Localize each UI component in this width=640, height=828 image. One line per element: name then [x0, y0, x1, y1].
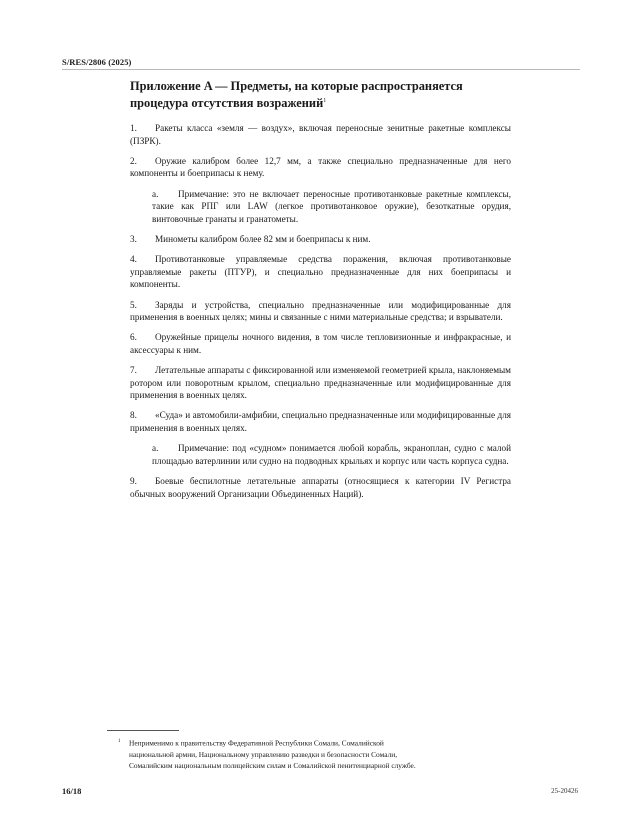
item-number: 5. [130, 299, 137, 310]
list-item [130, 233, 511, 246]
list-item [130, 299, 511, 324]
annex-body [130, 122, 511, 508]
footnote-line-2: национальной армии, Национальному управлению разведки и безопасности Сомали, [129, 749, 398, 759]
list-item [130, 331, 511, 356]
item-text: Оружие калибром более 12,7 мм, а также специально предназначенные для него компоненты и боеприпасы к нему. [130, 155, 511, 179]
item-number: 9. [130, 476, 137, 486]
item-number: 2. [130, 155, 137, 166]
item-number: 6. [130, 332, 137, 343]
list-note [152, 442, 511, 467]
footnote-divider [107, 730, 179, 731]
page-number: 16/18 [62, 786, 82, 796]
footnote-mark: 1 [118, 739, 121, 744]
document-code: 25-20426 [551, 787, 578, 795]
item-text: Ракеты класса «земля — воздух», включая переносные зенитные ракетные комплексы (ПЗРК). [130, 123, 511, 146]
item-number: 7. [130, 365, 137, 376]
annex-title-text: Приложение A — Предметы, на которые распространяется процедура отсутствия возражений [130, 79, 463, 111]
item-text: Заряды и устройства, специально предназначенные или модифицированные для применения в военных целях; мины и связанные с ними материальные средства; и взрыватели. [130, 299, 511, 323]
item-number: 3. [130, 233, 137, 244]
note-letter: a. [152, 443, 159, 454]
header-divider [62, 69, 580, 70]
list-item [130, 409, 511, 434]
list-item [130, 122, 511, 147]
list-item [130, 475, 511, 500]
item-number: 4. [130, 254, 137, 265]
annex-title [130, 79, 520, 111]
item-number: 8. [130, 410, 137, 421]
list-item [130, 364, 511, 402]
item-text: «Суда» и автомобили-амфибии, специально предназначенные или модифицированные для применения в военных целях. [130, 410, 511, 434]
list-item [130, 155, 511, 180]
note-letter: a. [152, 188, 159, 199]
document-symbol: S/RES/2806 (2025) [62, 57, 132, 67]
list-item [130, 253, 511, 291]
item-text: Летательные аппараты с фиксированной или изменяемой геометрией крыла, наклоняемым ротором или поворотным крылом, специально предназначенные или модифицированные для применения в военных целях. [130, 365, 511, 401]
footnote-line-1: Неприменимо к правительству Федеративной Республики Сомали, Сомалийской [129, 738, 384, 748]
note-text: Примечание: это не включает переносные противотанковые ракетные комплексы, такие как РПГ или LAW (легкое противотанковое оружие), безоткатные орудия, винтовочные гранаты и гранатометы. [152, 188, 511, 224]
item-text: Боевые беспилотные летательные аппараты (относящиеся к категории IV Регистра обычных вооружений Организации Объединенных Наций). [130, 476, 511, 499]
item-text: Оружейные прицелы ночного видения, в том числе тепловизионные и инфракрасные, и аксессуары к ним. [130, 332, 511, 355]
footnote [118, 736, 518, 771]
item-text: Минометы калибром более 82 мм и боеприпасы к ним. [155, 233, 371, 244]
footnote-line [118, 736, 518, 749]
item-text: Противотанковые управляемые средства поражения, включая противотанковые управляемые ракеты (ПТУР), и специально предназначенные для них боеприпасы и компоненты. [130, 254, 511, 290]
list-note [152, 188, 511, 226]
footnote-line-3: Сомалийским национальным полицейским силам и Сомалийской пенитенциарной службе. [129, 760, 416, 770]
title-footnote-ref: 1 [323, 98, 327, 104]
item-number: 1. [130, 123, 137, 133]
note-text: Примечание: под «судном» понимается любой корабль, экраноплан, судно с малой площадью ватерлинии или судно на подводных крыльях и корпус или часть корпуса судна. [152, 443, 511, 466]
